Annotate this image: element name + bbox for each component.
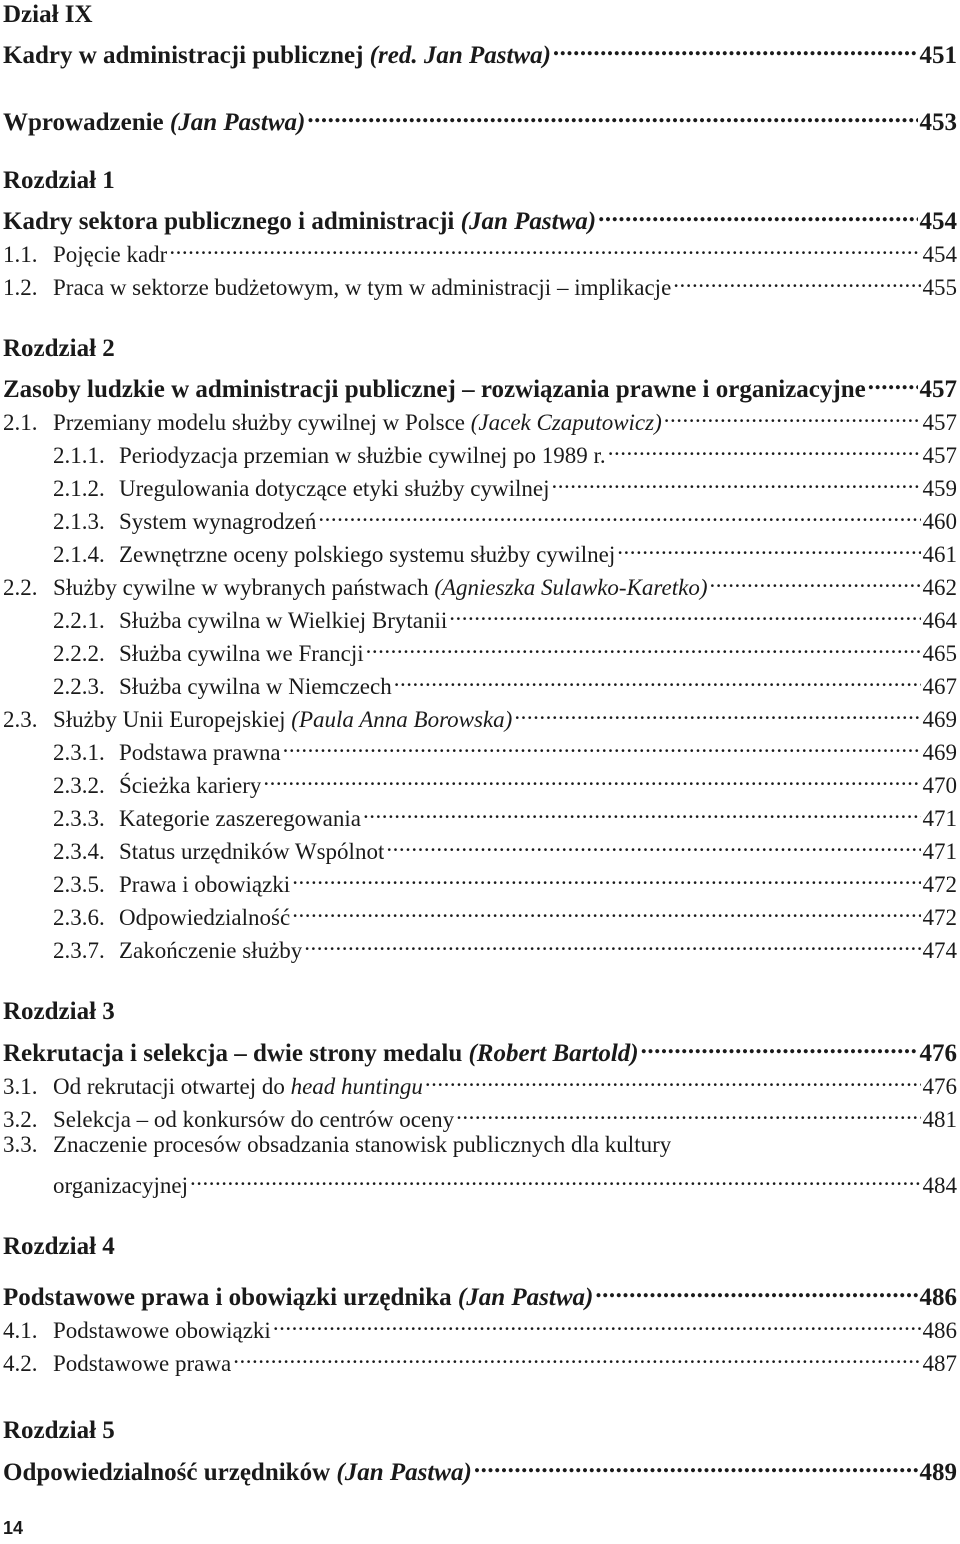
- page-reference: 457: [922, 410, 957, 435]
- entry-author: (Agnieszka Sulawko-Karetko): [428, 575, 708, 600]
- entry-title: Podstawowe prawa: [53, 1351, 232, 1376]
- toc-entry[interactable]: [0, 1130, 960, 1160]
- entry-title: Odpowiedzialność urzędników (Jan Pastwa): [3, 1459, 472, 1486]
- toc-entry[interactable]: [0, 763, 960, 798]
- dot-leader: [386, 829, 920, 859]
- page-reference: 486: [922, 1318, 957, 1343]
- entry-number: 1.2.: [3, 275, 38, 300]
- toc-entry[interactable]: [0, 796, 960, 831]
- entry-number: 2.3.: [3, 707, 38, 732]
- dot-leader: [553, 33, 918, 63]
- page-reference: 471: [922, 806, 957, 831]
- dot-leader: [273, 1308, 921, 1338]
- entry-number: 2.3.4.: [53, 839, 105, 864]
- dot-leader: [551, 466, 920, 496]
- toc-entry[interactable]: [0, 1341, 960, 1376]
- toc-entry[interactable]: [0, 334, 960, 364]
- page-reference: 489: [919, 1459, 957, 1486]
- toc-entry[interactable]: [0, 1450, 960, 1486]
- entry-title: Służby cywilne w wybranych państwach (Agnieszka Sulawko-Karetko): [53, 575, 708, 600]
- section-heading: Rozdział 4: [3, 1233, 115, 1260]
- toc-entry[interactable]: [0, 400, 960, 435]
- page-reference: 451: [919, 42, 957, 69]
- entry-title: Kadry w administracji publicznej (red. Jan Pastwa): [3, 42, 551, 69]
- entry-number: 2.1.1.: [53, 443, 105, 468]
- entry-number: 2.3.1.: [53, 740, 105, 765]
- entry-number: 2.1.: [3, 410, 38, 435]
- entry-author: (Paula Anna Borowska): [285, 707, 513, 732]
- entry-number: 4.1.: [3, 1318, 38, 1343]
- page-reference: 472: [922, 872, 957, 897]
- toc-entry[interactable]: [0, 433, 960, 468]
- entry-number: 3.3.: [3, 1132, 38, 1157]
- entry-title: Prawa i obowiązki: [119, 872, 291, 897]
- dot-leader: [617, 532, 920, 562]
- toc-entry[interactable]: [0, 631, 960, 666]
- entry-title: Wprowadzenie (Jan Pastwa): [3, 109, 306, 136]
- entry-author: (red. Jan Pastwa): [363, 42, 551, 69]
- page-reference: 469: [922, 740, 957, 765]
- dot-leader: [292, 895, 920, 925]
- entry-number: 2.1.2.: [53, 476, 105, 501]
- dot-leader: [598, 199, 917, 229]
- entry-title: Podstawowe obowiązki: [53, 1318, 271, 1343]
- page-reference: 471: [922, 839, 957, 864]
- page-reference: 476: [922, 1074, 957, 1099]
- dot-leader: [673, 265, 920, 295]
- entry-title: Status urzędników Wspólnot: [119, 839, 385, 864]
- entry-number: 2.3.2.: [53, 773, 105, 798]
- page-reference: 472: [922, 905, 957, 930]
- entry-number: 4.2.: [3, 1351, 38, 1376]
- section-heading: Rozdział 2: [3, 335, 115, 362]
- entry-author: (Jan Pastwa): [330, 1459, 472, 1486]
- dot-leader: [169, 232, 920, 262]
- entry-number: 2.2.1.: [53, 608, 105, 633]
- page-reference: 464: [922, 608, 957, 633]
- entry-number: 3.1.: [3, 1074, 38, 1099]
- page-reference: 460: [922, 509, 957, 534]
- dot-leader: [283, 730, 921, 760]
- entry-number: 1.1.: [3, 242, 38, 267]
- toc-entry[interactable]: [0, 997, 960, 1027]
- entry-title: System wynagrodzeń: [119, 509, 317, 534]
- page-reference: 459: [922, 476, 957, 501]
- toc-entry[interactable]: [0, 730, 960, 765]
- entry-title: Zasoby ludzkie w administracji publicznej – rozwiązania prawne i organizacyjne: [3, 376, 866, 403]
- dot-leader: [641, 1031, 918, 1061]
- entry-author: (Jan Pastwa): [451, 1284, 594, 1311]
- toc-entry[interactable]: [0, 199, 960, 235]
- toc-entry[interactable]: [0, 532, 960, 567]
- entry-title: Kategorie zaszeregowania: [119, 806, 361, 831]
- toc-entry[interactable]: [0, 1416, 960, 1446]
- entry-author: (Jan Pastwa): [454, 208, 597, 235]
- page-number: 14: [3, 1518, 24, 1538]
- entry-title: Służba cywilna w Wielkiej Brytanii: [119, 608, 448, 633]
- entry-title: Zakończenie służby: [119, 938, 303, 963]
- page-reference: 457: [922, 443, 957, 468]
- entry-author: (Jan Pastwa): [163, 109, 306, 136]
- entry-author: (Robert Bartold): [462, 1040, 639, 1067]
- dot-leader: [394, 664, 921, 694]
- dot-leader: [425, 1064, 921, 1094]
- toc-entry[interactable]: [0, 33, 960, 69]
- dot-leader: [263, 763, 920, 793]
- entry-title: Od rekrutacji otwartej do head huntingu: [53, 1074, 423, 1099]
- toc-entry[interactable]: [0, 499, 960, 534]
- page-reference: 457: [919, 376, 957, 403]
- toc-entry[interactable]: [0, 166, 960, 196]
- dot-leader: [595, 1275, 917, 1305]
- dot-leader: [233, 1341, 920, 1371]
- dot-leader: [304, 928, 920, 958]
- page-reference: 455: [922, 275, 957, 300]
- entry-title: Służby Unii Europejskiej (Paula Anna Borowska): [53, 707, 513, 732]
- entry-title: Kadry sektora publicznego i administracji (Jan Pastwa): [3, 208, 597, 235]
- dot-leader: [474, 1450, 918, 1480]
- page-reference: 481: [922, 1107, 957, 1132]
- page-reference: 465: [922, 641, 957, 666]
- entry-title: Znaczenie procesów obsadzania stanowisk publicznych dla kultury: [53, 1132, 672, 1157]
- page-reference: 486: [919, 1284, 957, 1311]
- dot-leader: [710, 565, 921, 595]
- entry-title: Zewnętrzne oceny polskiego systemu służby cywilnej: [119, 542, 616, 567]
- entry-number: 2.3.5.: [53, 872, 105, 897]
- section-heading: Rozdział 1: [3, 167, 115, 194]
- toc-entry[interactable]: [0, 928, 960, 963]
- entry-number: 2.3.3.: [53, 806, 105, 831]
- entry-number: 2.2.2.: [53, 641, 105, 666]
- toc-entry[interactable]: [0, 598, 960, 633]
- entry-title: Pojęcie kadr: [53, 242, 168, 267]
- section-heading: Dział IX: [3, 1, 93, 28]
- dot-leader: [456, 1097, 920, 1127]
- dot-leader: [366, 631, 921, 661]
- page-reference: 484: [922, 1173, 957, 1198]
- page-reference: 453: [919, 109, 957, 136]
- toc-entry[interactable]: [0, 232, 960, 267]
- dot-leader: [292, 862, 920, 892]
- entry-number: 2.2.: [3, 575, 38, 600]
- entry-title: Podstawowe prawa i obowiązki urzędnika (Jan Pastwa): [3, 1284, 594, 1311]
- toc-entry[interactable]: [0, 1163, 960, 1198]
- entry-title: Odpowiedzialność: [119, 905, 291, 930]
- page-reference: 470: [922, 773, 957, 798]
- entry-author: (Jacek Czaputowicz): [465, 410, 662, 435]
- toc-entry[interactable]: [0, 100, 960, 136]
- toc-entry[interactable]: [0, 697, 960, 732]
- dot-leader: [449, 598, 920, 628]
- entry-author: head huntingu: [290, 1074, 423, 1099]
- dot-leader: [514, 697, 920, 727]
- page-reference: 461: [922, 542, 957, 567]
- entry-title: Ścieżka kariery: [119, 773, 262, 798]
- section-heading: Rozdział 5: [3, 1417, 115, 1444]
- dot-leader: [664, 400, 921, 430]
- toc-entry[interactable]: [0, 1275, 960, 1311]
- dot-leader: [318, 499, 920, 529]
- toc-entry[interactable]: [0, 0, 960, 30]
- toc-entry[interactable]: [0, 1031, 960, 1067]
- entry-title: organizacyjnej: [53, 1173, 188, 1198]
- entry-title: Praca w sektorze budżetowym, w tym w administracji – implikacje: [53, 275, 672, 300]
- toc-entry[interactable]: [0, 1308, 960, 1343]
- entry-title: Przemiany modelu służby cywilnej w Polsce (Jacek Czaputowicz): [53, 410, 662, 435]
- dot-leader: [190, 1163, 921, 1193]
- toc-entry[interactable]: [0, 862, 960, 897]
- toc-entry[interactable]: [0, 367, 960, 403]
- page-reference: 462: [922, 575, 957, 600]
- page-reference: 476: [919, 1040, 957, 1067]
- entry-number: 2.1.3.: [53, 509, 105, 534]
- toc-entry[interactable]: [0, 466, 960, 501]
- entry-title: Periodyzacja przemian w służbie cywilnej po 1989 r.: [119, 443, 606, 468]
- page-reference: 454: [919, 208, 957, 235]
- entry-title: Służba cywilna w Niemczech: [119, 674, 392, 699]
- toc-entry[interactable]: [0, 265, 960, 300]
- entry-title: Selekcja – od konkursów do centrów oceny: [53, 1107, 455, 1132]
- toc-entry[interactable]: [0, 1097, 960, 1132]
- toc-entry[interactable]: [0, 565, 960, 600]
- toc-entry[interactable]: [0, 664, 960, 699]
- toc-entry[interactable]: [0, 1064, 960, 1099]
- entry-number: 3.2.: [3, 1107, 38, 1132]
- page-reference: 467: [922, 674, 957, 699]
- page-reference: 469: [922, 707, 957, 732]
- entry-number: 2.2.3.: [53, 674, 105, 699]
- entry-number: 2.3.7.: [53, 938, 105, 963]
- dot-leader: [608, 433, 921, 463]
- dot-leader: [307, 100, 917, 130]
- entry-title: Służba cywilna we Francji: [119, 641, 364, 666]
- dot-leader: [868, 367, 918, 397]
- section-heading: Rozdział 3: [3, 998, 115, 1025]
- toc-entry[interactable]: [0, 895, 960, 930]
- page-reference: 487: [922, 1351, 957, 1376]
- entry-title: Rekrutacja i selekcja – dwie strony medalu (Robert Bartold): [3, 1040, 639, 1067]
- dot-leader: [363, 796, 921, 826]
- entry-title: Podstawa prawna: [119, 740, 281, 765]
- toc-entry[interactable]: [0, 1232, 960, 1262]
- page-reference: 454: [922, 242, 957, 267]
- entry-number: 2.3.6.: [53, 905, 105, 930]
- toc-entry[interactable]: [0, 829, 960, 864]
- page-reference: 474: [922, 938, 957, 963]
- entry-title: Uregulowania dotyczące etyki służby cywilnej: [119, 476, 550, 501]
- entry-number: 2.1.4.: [53, 542, 105, 567]
